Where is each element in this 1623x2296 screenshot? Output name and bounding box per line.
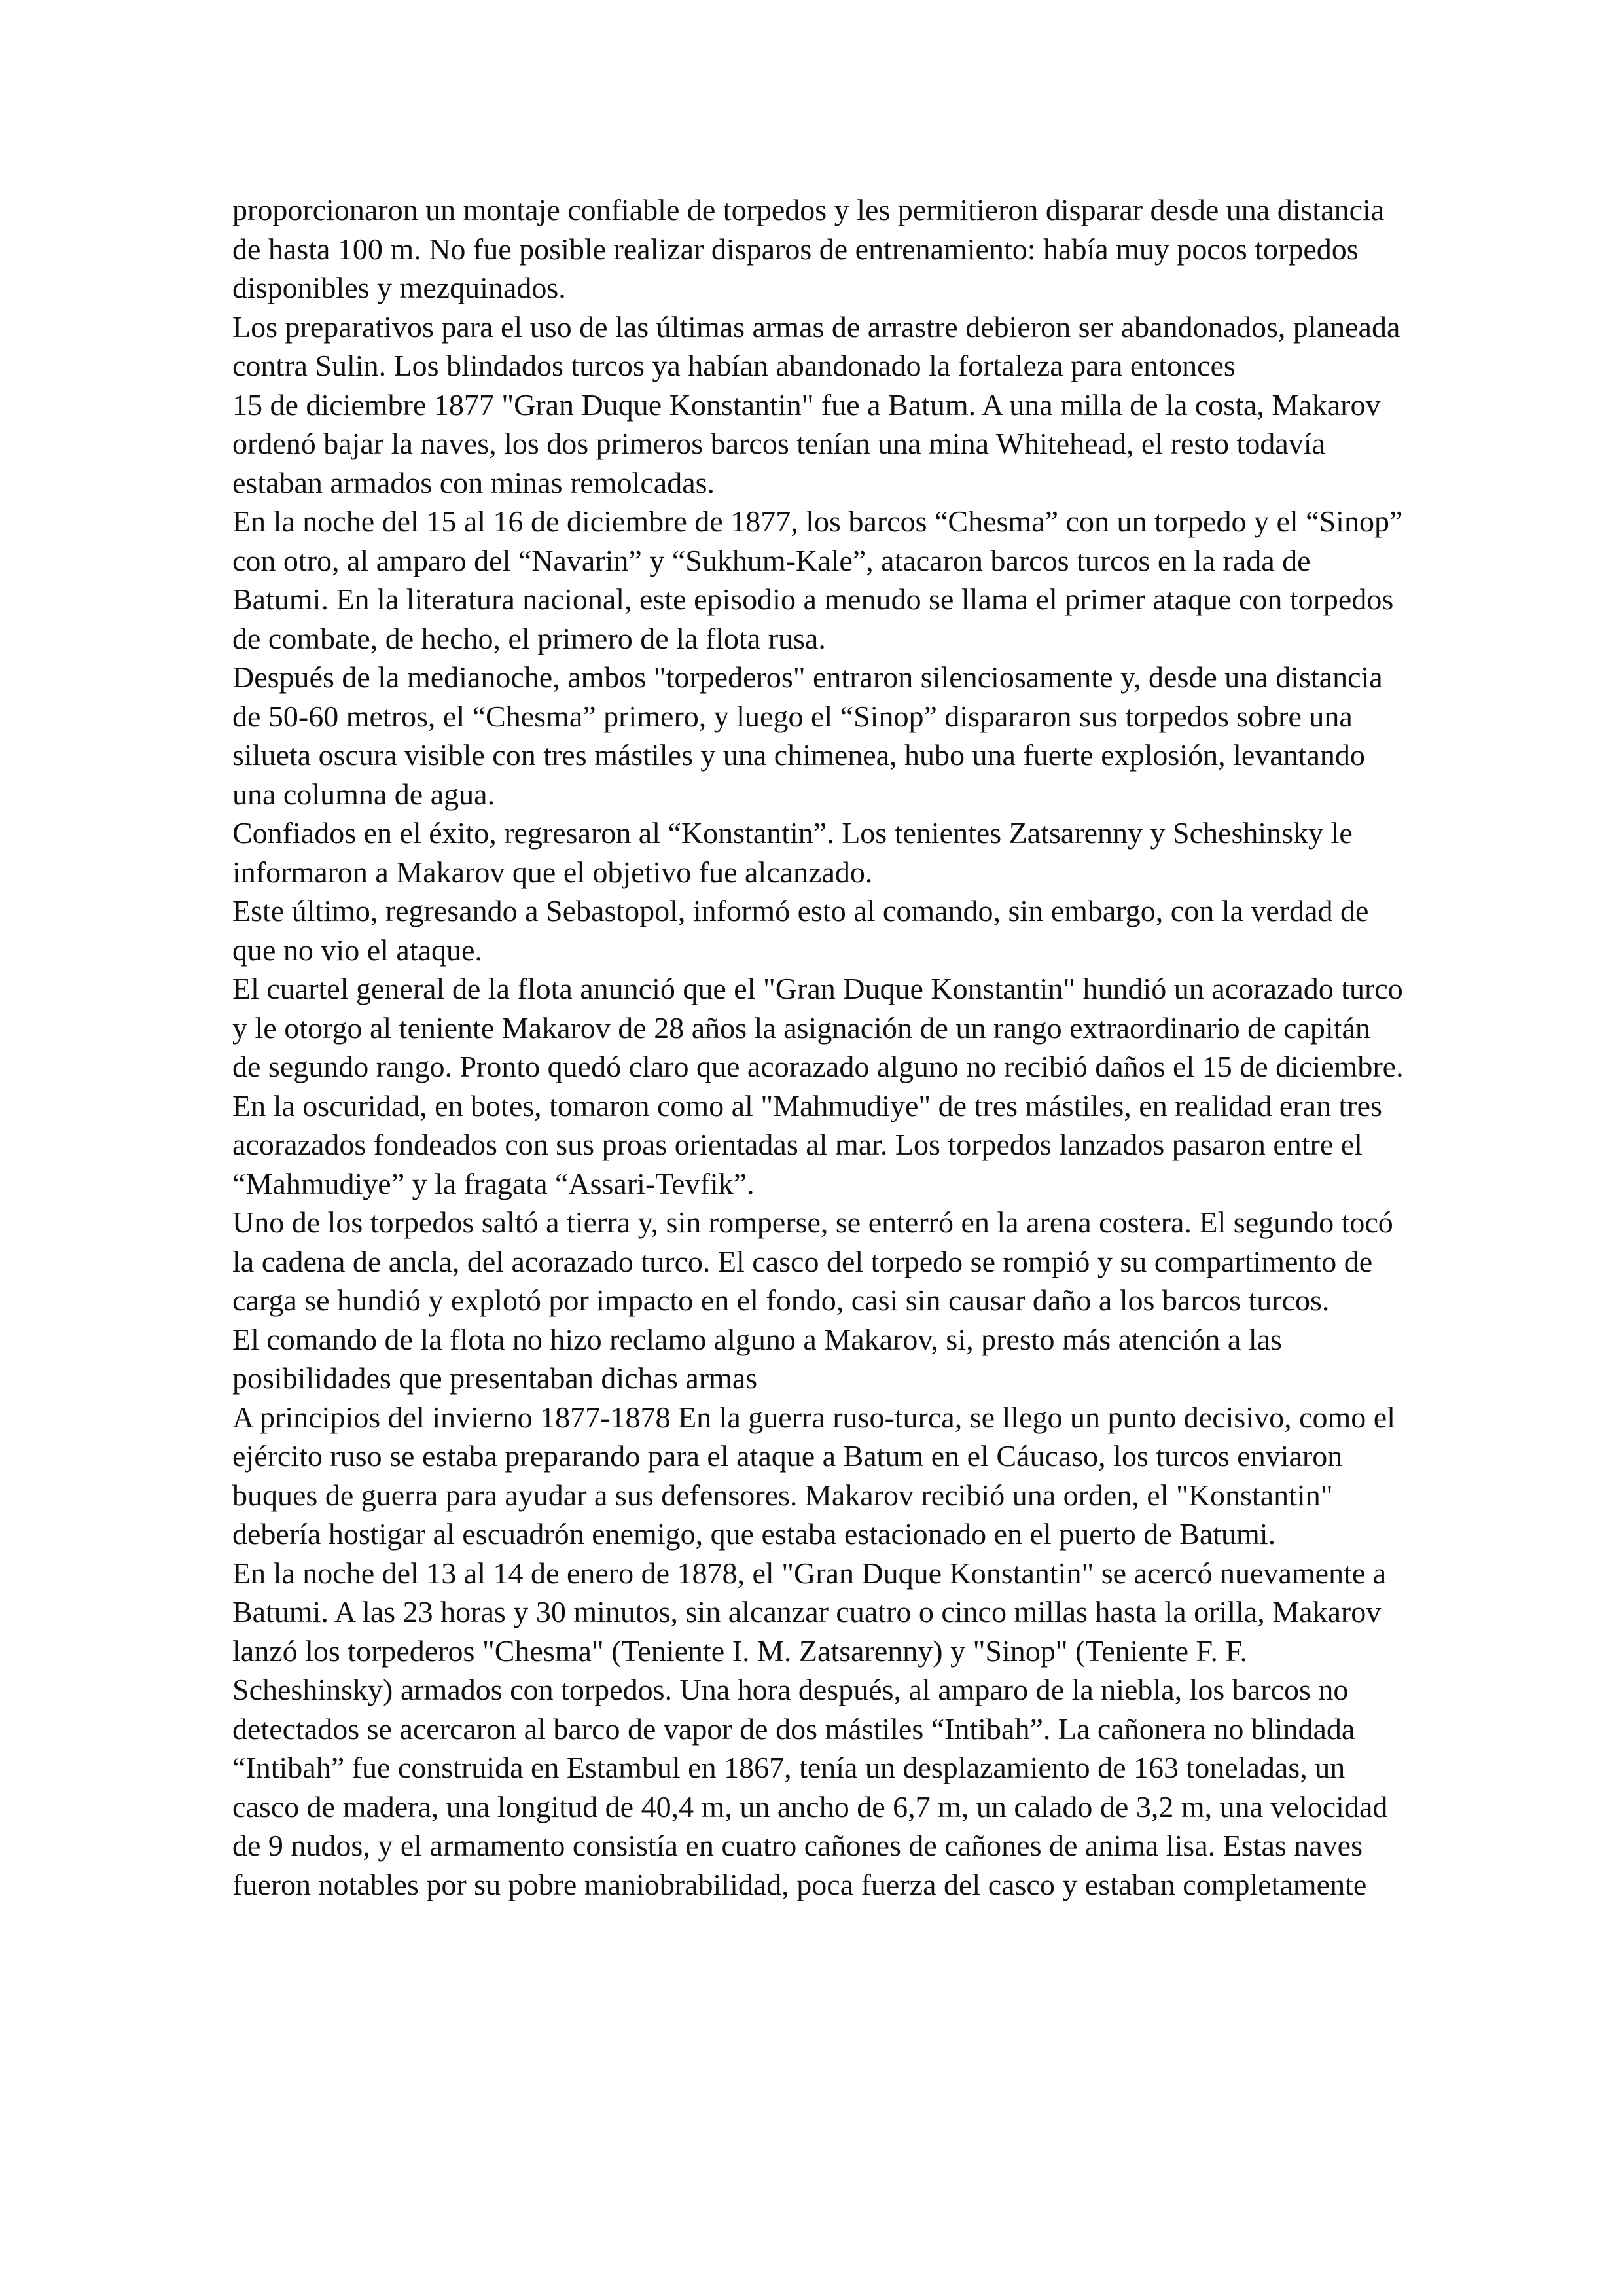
paragraph-3: 15 de diciembre 1877 "Gran Duque Konstantin" fue a Batum. A una milla de la costa, Makarov ordenó bajar la naves, los dos primeros barcos tenían una mina Whitehead, el resto todavía estaban armados con minas remolcadas. — [232, 387, 1381, 499]
paragraph-10: El comando de la flota no hizo reclamo alguno a Makarov, si, presto más atención a las posibilidades que presentaban dichas armas — [232, 1322, 1282, 1395]
paragraph-5: Después de la medianoche, ambos "torpederos" entraron silenciosamente y, desde una distancia de 50-60 metros, el “Chesma” primero, y luego el “Sinop” dispararon sus torpedos sobre una silueta oscura visible con tres mástiles y una chimenea, hubo una fuerte explosión, levantando una columna de agua. — [232, 660, 1383, 811]
paragraph-4: En la noche del 15 al 16 de diciembre de 1877, los barcos “Chesma” con un torpedo y el “Sinop” con otro, al amparo del “Navarin” y “Sukhum-Kale”, atacaron barcos turcos en la rada de Batumi. En la literatura nacional, este episodio a menudo se llama el primer ataque con torpedos de combate, de hecho, el primero de la flota rusa. — [232, 505, 1403, 655]
paragraph-2: Los preparativos para el uso de las últimas armas de arrastre debieron ser abandonados, planeada contra Sulin. Los blindados turcos ya habían abandonado la fortaleza para entonces — [232, 310, 1400, 382]
body-text — [232, 190, 1404, 1904]
paragraph-7: Este último, regresando a Sebastopol, informó esto al comando, sin embargo, con la verdad de que no vio el ataque. — [232, 894, 1369, 967]
paragraph-1: proporcionaron un montaje confiable de torpedos y les permitieron disparar desde una distancia de hasta 100 m. No fue posible realizar disparos de entrenamiento: había muy pocos torpedos disponibles y mezquinados. — [232, 193, 1385, 304]
paragraph-8: El cuartel general de la flota anunció que el "Gran Duque Konstantin" hundió un acorazado turco y le otorgo al teniente Makarov de 28 años la asignación de un rango extraordinario de capitán de segundo rango. Pronto quedó claro que acorazado alguno no recibió daños el 15 de diciembre. En la oscuridad, en botes, tomaron como al "Mahmudiye" de tres mástiles, en realidad eran tres acorazados fondeados con sus proas orientadas al mar. Los torpedos lanzados pasaron entre el “Mahmudiye” y la fragata “Assari-Tevfik”. — [232, 972, 1404, 1200]
paragraph-6: Confiados en el éxito, regresaron al “Konstantin”. Los tenientes Zatsarenny y Scheshinsky le informaron a Makarov que el objetivo fue alcanzado. — [232, 816, 1353, 889]
paragraph-9: Uno de los torpedos saltó a tierra y, sin romperse, se enterró en la arena costera. El segundo tocó la cadena de ancla, del acorazado turco. El casco del torpedo se rompió y su compartimento de carga se hundió y explotó por impacto en el fondo, casi sin causar daño a los barcos turcos. — [232, 1206, 1393, 1317]
paragraph-11: A principios del invierno 1877-1878 En la guerra ruso-turca, se llego un punto decisivo, como el ejército ruso se estaba preparando para el ataque a Batum en el Cáucaso, los turcos enviaron buques de guerra para ayudar a sus defensores. Makarov recibió una orden, el "Konstantin" debería hostigar al escuadrón enemigo, que estaba estacionado en el puerto de Batumi. — [232, 1400, 1395, 1551]
paragraph-12: En la noche del 13 al 14 de enero de 1878, el "Gran Duque Konstantin" se acercó nuevamente a Batumi. A las 23 horas y 30 minutos, sin alcanzar cuatro o cinco millas hasta la orilla, Makarov lanzó los torpederos "Chesma" (Teniente I. M. Zatsarenny) y "Sinop" (Teniente F. F. Scheshinsky) armados con torpedos. Una hora después, al amparo de la niebla, los barcos no detectados se acercaron al barco de vapor de dos mástiles “Intibah”. La cañonera no blindada “Intibah” fue construida en Estambul en 1867, tenía un desplazamiento de 163 toneladas, un casco de madera, una longitud de 40,4 m, un ancho de 6,7 m, un calado de 3,2 m, una velocidad de 9 nudos, y el armamento consistía en cuatro cañones de cañones de anima lisa. Estas naves fueron notables por su pobre maniobrabilidad, poca fuerza del casco y estaban completamente — [232, 1556, 1388, 1901]
